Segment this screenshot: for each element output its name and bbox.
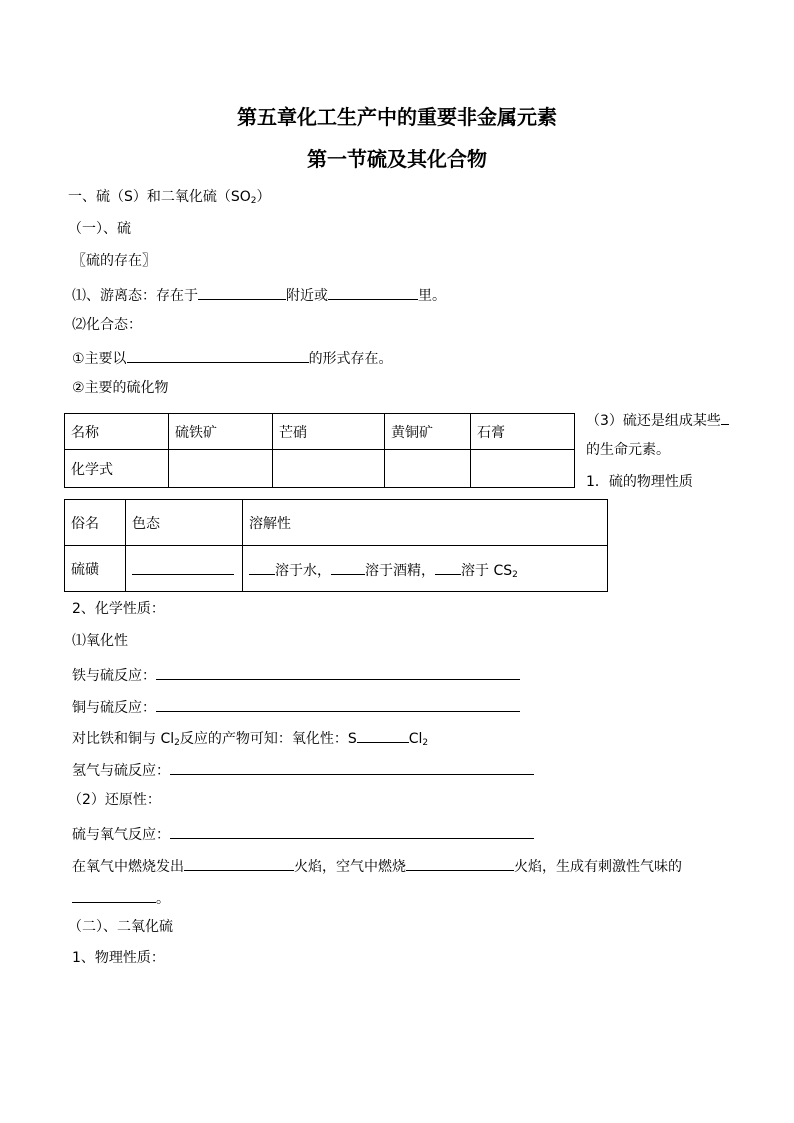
reducing-heading: （2）还原性： [68,792,161,808]
cell-header-formula: 化学式 [65,450,169,488]
blank-color-state[interactable] [132,558,234,575]
cell-chalcopyrite-formula[interactable] [385,450,471,488]
blank-alcohol[interactable] [331,558,365,575]
blank-water[interactable] [249,558,275,575]
main-form-line: ①主要以 的形式存在。 [72,346,393,369]
cell-pyrite-formula[interactable] [169,450,273,488]
blank-free-state-1[interactable] [198,283,286,300]
blank-air-flame[interactable] [406,854,514,871]
cell-gypsum-formula[interactable] [471,450,575,488]
burning-line-2: 。 [72,886,170,909]
blank-main-form[interactable] [127,346,309,363]
cell-mirabilite: 芒硝 [273,414,385,450]
existence-heading: 〖硫的存在〗 [72,253,156,269]
physical-properties-table [64,499,608,592]
chemical-properties-heading: 2、化学性质： [72,601,165,617]
sulfur-oxygen-line: 硫与氧气反应： [72,822,534,845]
side-note-line-1: （3）硫还是组成某些 [586,408,729,431]
cell-solubility-values: 溶于水， 溶于酒精， 溶于 $CS_2$ [243,546,608,592]
heading-sulfur-and-so2: 一、硫（S）和二氧化硫$(SO_2)$ [68,189,271,206]
cell-gypsum: 石膏 [471,414,575,450]
main-sulfides-line: ②主要的硫化物 [72,380,169,396]
page-title: 第五章化工生产中的重要非金属元素 [237,105,557,129]
cell-color-state-blank [126,546,243,592]
sulfide-table [64,413,575,488]
blank-compare[interactable] [357,726,409,743]
cell-sulfur-name: 硫磺 [65,546,126,592]
cell-chalcopyrite: 黄铜矿 [385,414,471,450]
blank-sulfur-oxygen[interactable] [170,822,534,839]
cell-common-name: 俗名 [65,500,126,546]
physical-properties-heading: 1．硫的物理性质 [586,474,693,490]
copper-sulfur-line: 铜与硫反应： [72,695,520,718]
burning-line: 在氧气中燃烧发出 火焰，空气中燃烧 火焰，生成有刺激性气味的 [72,854,682,877]
cell-header-name: 名称 [65,414,169,450]
cell-color-state: 色态 [126,500,243,546]
blank-cs2[interactable] [435,558,461,575]
iron-sulfur-line: 铁与硫反应： [72,663,520,686]
oxidizing-heading: ⑴氧化性 [72,633,128,649]
blank-free-state-2[interactable] [328,283,418,300]
blank-gas[interactable] [72,886,156,903]
cell-pyrite: 硫铁矿 [169,414,273,450]
combined-state-line: ⑵化合态： [72,317,142,333]
blank-copper-sulfur[interactable] [156,695,520,712]
hydrogen-sulfur-line: 氢气与硫反应： [72,758,534,781]
compare-line: 对比铁和铜与 $Cl_2$反应的产物可知：氧化性：S $Cl_2$ [72,726,428,749]
subheading-sulfur: （一）、硫 [68,221,131,237]
so2-physical-heading: 1、物理性质： [72,950,165,966]
section-title: 第一节硫及其化合物 [307,147,487,171]
blank-hydrogen-sulfur[interactable] [170,758,534,775]
cell-solubility: 溶解性 [243,500,608,546]
so2-heading: （二）、二氧化硫 [68,919,173,935]
blank-iron-sulfur[interactable] [156,663,520,680]
side-note-line-2: 的生命元素。 [586,442,670,458]
free-state-line: ⑴、游离态：存在于 附近或 里。 [72,283,446,306]
blank-side-note[interactable] [721,408,729,425]
blank-oxygen-flame[interactable] [184,854,294,871]
cell-mirabilite-formula[interactable] [273,450,385,488]
